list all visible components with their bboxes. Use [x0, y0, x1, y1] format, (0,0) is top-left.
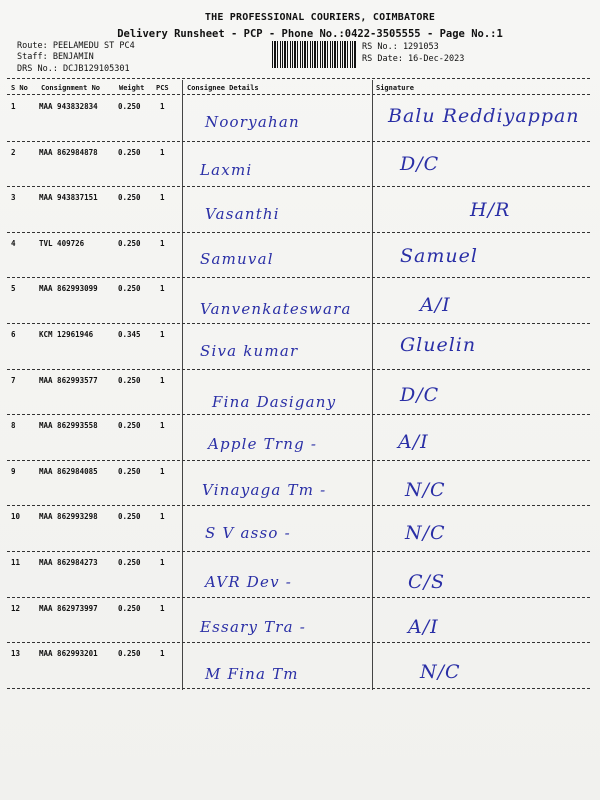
row-pcs: 1 — [160, 649, 165, 659]
rs-number: RS No.: 1291053 — [362, 42, 439, 52]
row-sno: 2 — [11, 147, 16, 157]
header-bottom-rule — [7, 94, 590, 95]
row-pcs: 1 — [160, 102, 165, 111]
company-title: THE PROFESSIONAL COURIERS, COIMBATORE — [204, 12, 436, 23]
row-consignment-no: MAA 862993298 — [39, 512, 98, 522]
row-divider — [7, 232, 590, 233]
row-pcs: 1 — [160, 284, 165, 294]
signature-column-border — [372, 80, 373, 690]
row-sno: 9 — [11, 466, 16, 476]
row-consignment-no: MAA 862993577 — [39, 375, 98, 385]
consignee-column-border — [182, 80, 183, 690]
row-consignee-handwritten: Samuval — [200, 249, 274, 268]
row-sno: 13 — [11, 649, 21, 659]
row-signature-handwritten: H/R — [470, 199, 511, 222]
runsheet-subtitle: Delivery Runsheet - PCP - Phone No.:0422-3505555 - Page No.:1 — [117, 28, 503, 40]
col-header-weight: Weight — [119, 84, 145, 92]
row-consignee-handwritten: Apple Trng - — [208, 435, 318, 454]
staff-label: Staff: BENJAMIN — [17, 52, 94, 62]
row-divider — [7, 277, 590, 278]
row-pcs: 1 — [160, 147, 165, 157]
row-weight: 0.250 — [118, 466, 141, 476]
row-consignee-handwritten: S V asso - — [205, 524, 291, 543]
row-consignee-handwritten: Vinayaga Tm - — [202, 480, 327, 499]
row-divider — [7, 505, 590, 506]
row-consignee-handwritten: Nooryahan — [205, 113, 300, 131]
row-signature-handwritten: Balu Reddiyappan — [388, 105, 580, 127]
row-pcs: 1 — [160, 375, 165, 385]
row-pcs: 1 — [160, 193, 165, 203]
row-sno: 12 — [11, 603, 21, 613]
row-pcs: 1 — [160, 238, 165, 248]
row-pcs: 1 — [160, 603, 165, 613]
row-consignment-no: MAA 862993099 — [39, 284, 98, 294]
row-sno: 11 — [11, 558, 21, 567]
row-signature-handwritten: D/C — [400, 383, 440, 406]
row-sno: 6 — [11, 330, 16, 339]
row-consignee-handwritten: Fina Dasigany — [212, 392, 337, 411]
row-consignment-no: MAA 862984273 — [39, 558, 98, 567]
row-consignee-handwritten: Vanvenkateswara — [200, 300, 352, 319]
row-consignee-handwritten: Vasanthi — [205, 205, 280, 224]
row-consignee-handwritten: M Fina Tm — [205, 665, 299, 684]
row-pcs: 1 — [160, 512, 165, 522]
row-consignment-no: MAA 862993558 — [39, 421, 98, 431]
row-divider — [7, 369, 590, 370]
row-signature-handwritten: A/I — [398, 431, 429, 454]
row-weight: 0.250 — [118, 284, 141, 294]
row-weight: 0.250 — [118, 193, 141, 203]
col-header-consignment: Consignment No — [41, 84, 101, 92]
row-consignment-no: MAA 862993201 — [39, 649, 98, 659]
row-consignee-handwritten: Siva kumar — [200, 342, 299, 360]
row-sno: 1 — [11, 102, 16, 111]
rs-date: RS Date: 16-Dec-2023 — [362, 54, 465, 64]
row-consignment-no: TVL 409726 — [39, 238, 85, 248]
row-sno: 10 — [11, 512, 21, 522]
drs-number: DRS No.: DCJB129105301 — [17, 64, 130, 74]
row-signature-handwritten: N/C — [405, 478, 446, 501]
row-weight: 0.250 — [118, 558, 141, 567]
row-divider — [7, 460, 590, 461]
row-divider — [7, 141, 590, 142]
row-divider — [7, 323, 590, 324]
row-weight: 0.250 — [118, 649, 141, 659]
row-signature-handwritten: C/S — [408, 571, 445, 593]
row-pcs: 1 — [160, 330, 165, 339]
row-weight: 0.250 — [118, 102, 141, 111]
row-weight: 0.250 — [118, 238, 141, 248]
row-consignment-no: MAA 862984878 — [39, 147, 98, 157]
barcode — [272, 41, 356, 68]
row-consignee-handwritten: Laxmi — [200, 160, 253, 179]
row-consignment-no: MAA 943832834 — [39, 102, 98, 111]
header-top-rule — [7, 78, 590, 79]
row-signature-handwritten: Samuel — [400, 244, 478, 267]
row-pcs: 1 — [160, 421, 165, 431]
row-sno: 4 — [11, 238, 16, 248]
row-sno: 7 — [11, 375, 16, 385]
row-consignment-no: MAA 862973997 — [39, 603, 98, 613]
row-divider — [7, 186, 590, 187]
row-divider — [7, 642, 590, 643]
row-signature-handwritten: D/C — [400, 152, 440, 175]
row-divider — [7, 551, 590, 552]
row-pcs: 1 — [160, 466, 165, 476]
row-consignment-no: KCM 12961946 — [39, 330, 94, 339]
row-signature-handwritten: N/C — [405, 522, 446, 545]
row-pcs: 1 — [160, 558, 165, 567]
col-header-signature: Signature — [376, 84, 414, 92]
row-signature-handwritten: A/I — [408, 615, 439, 638]
row-sno: 3 — [11, 193, 16, 203]
row-weight: 0.250 — [118, 375, 141, 385]
row-weight: 0.250 — [118, 421, 141, 431]
row-divider — [7, 688, 590, 689]
row-divider — [7, 414, 590, 415]
route-label: Route: PEELAMEDU ST PC4 — [17, 41, 135, 51]
row-signature-handwritten: Gluelin — [400, 334, 477, 356]
row-signature-handwritten: N/C — [420, 661, 461, 684]
col-header-sno: S No — [11, 84, 28, 92]
row-weight: 0.345 — [118, 330, 141, 339]
col-header-consignee: Consignee Details — [187, 84, 259, 92]
row-consignee-handwritten: Essary Tra - — [200, 617, 307, 636]
col-header-pcs: PCS — [156, 84, 169, 92]
row-consignment-no: MAA 943837151 — [39, 193, 98, 203]
row-weight: 0.250 — [118, 603, 141, 613]
row-divider — [7, 597, 590, 598]
row-weight: 0.250 — [118, 147, 141, 157]
row-consignment-no: MAA 862984085 — [39, 466, 98, 476]
row-sno: 8 — [11, 421, 16, 431]
row-signature-handwritten: A/I — [420, 294, 451, 317]
row-weight: 0.250 — [118, 512, 141, 522]
row-consignee-handwritten: AVR Dev - — [205, 573, 292, 591]
row-sno: 5 — [11, 284, 16, 294]
